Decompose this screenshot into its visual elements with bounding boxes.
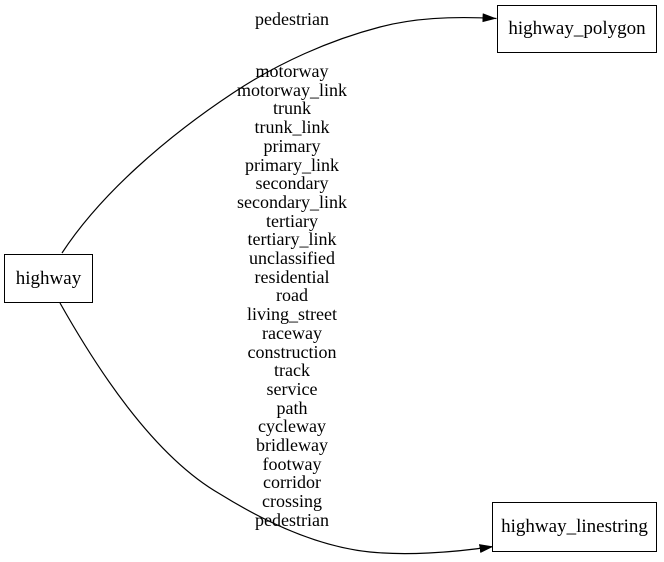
edge-label-line: living_street (247, 304, 337, 325)
edge-label-line: construction (247, 341, 337, 362)
edge-label-line: road (276, 285, 308, 306)
edge-label-line: tertiary_link (247, 229, 337, 250)
edge-label-pedestrian: pedestrian (255, 9, 329, 29)
edge-label-line: tertiary (266, 210, 318, 231)
edge-label-line: footway (262, 453, 322, 474)
node-highway-linestring-label: highway_linestring (501, 516, 648, 537)
edge-label-line: cycleway (258, 416, 326, 437)
node-highway (4, 254, 93, 303)
edge-label-line: bridleway (256, 435, 328, 456)
edge-label-line: corridor (263, 472, 321, 493)
edge-label-line: unclassified (249, 248, 335, 269)
edge-label-line: path (276, 397, 308, 418)
edge-label-line: raceway (262, 322, 322, 343)
edge-label-line: primary_link (245, 154, 339, 175)
edge-label-line: track (274, 360, 310, 381)
node-highway-polygon-label: highway_polygon (508, 18, 646, 39)
edge-label-highway-types (202, 62, 382, 530)
edge-label-line: secondary_link (237, 191, 347, 212)
edge-label-line: secondary (255, 173, 329, 194)
edge-label-line: motorway_link (237, 79, 347, 100)
edge-label-line: crossing (262, 491, 322, 512)
edge-label-line: motorway (255, 61, 329, 81)
edge-label-line: service (266, 378, 318, 399)
node-highway-polygon (497, 5, 657, 53)
edge-label-line: trunk_link (254, 117, 330, 138)
node-highway-linestring (492, 502, 657, 552)
edge-label-line: primary (263, 135, 321, 156)
edge-label-line: pedestrian (255, 509, 329, 530)
node-highway-label: highway (15, 267, 82, 289)
edge-label-line: trunk (273, 98, 311, 119)
edge-label-line: residential (254, 266, 330, 287)
